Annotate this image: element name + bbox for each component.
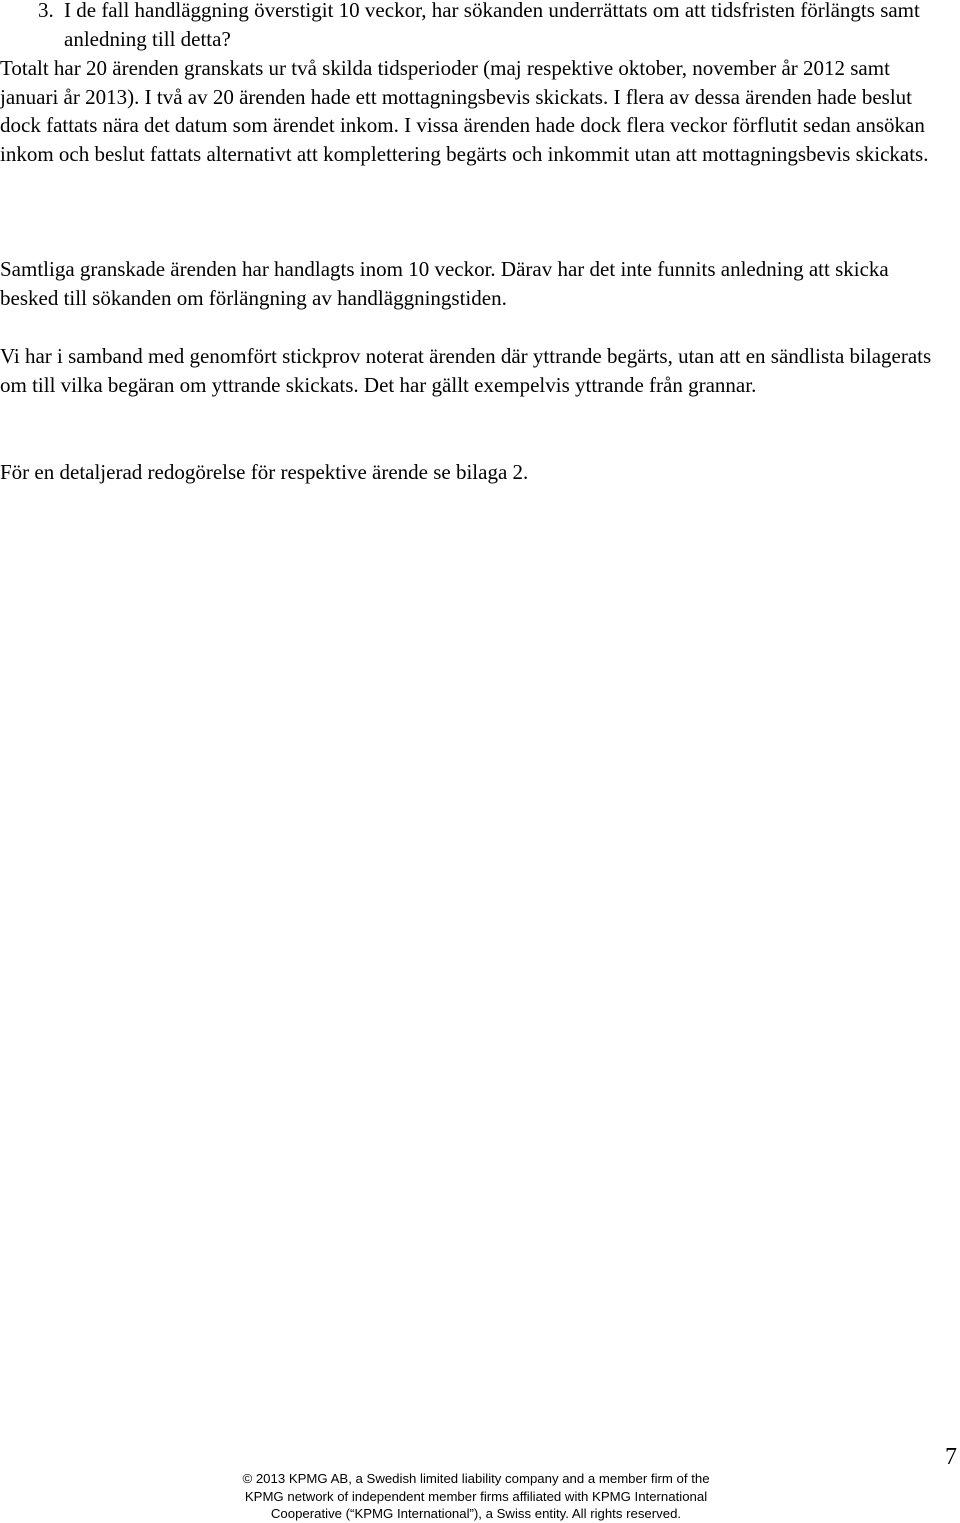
paragraph-appendix-reference: För en detaljerad redogörelse för respektive ärende se bilaga 2. bbox=[0, 460, 529, 484]
footer-line-3: Cooperative (“KPMG International”), a Swiss entity. All rights reserved. bbox=[270, 1506, 682, 1521]
copyright-footer bbox=[46, 1470, 906, 1523]
footer-line-2: KPMG network of independent member firms affiliated with KPMG International bbox=[244, 1488, 708, 1504]
page-number: 7 bbox=[945, 1444, 957, 1470]
numbered-question bbox=[38, 0, 938, 53]
footer-line-1: © 2013 KPMG AB, a Swedish limited liability company and a member firm of the bbox=[242, 1471, 710, 1486]
paragraph-consultation: Vi har i samband med genomfört stickprov noterat ärenden där yttrande begärts, utan att en sändlista bilagerats om till vilka begäran om yttrande skickats. Det har gällt exempelvis yttrande från grannar. bbox=[0, 344, 932, 397]
list-item-text: I de fall handläggning överstigit 10 veckor, har sökanden underrättats om att tidsfristen förlängts samt anledning till detta? bbox=[64, 0, 920, 51]
paragraph-review-summary: Totalt har 20 ärenden granskats ur två skilda tidsperioder (maj respektive oktober, november år 2012 samt januari år 2013). I två av 20 ärenden hade ett mottagningsbevis skickats. I flera av dessa ärenden hade beslut dock fattats nära det datum som ärendet inkom. I vissa ärenden hade dock flera veckor förflutit sedan ansökan inkom och beslut fattats alternativt att komplettering begärts och inkommit utan att mottagningsbevis skickats. bbox=[0, 56, 929, 166]
paragraph-handling-time: Samtliga granskade ärenden har handlagts inom 10 veckor. Därav har det inte funnits anledning att skicka besked till sökanden om förlängning av handläggningstiden. bbox=[0, 257, 889, 310]
list-number: 3. bbox=[38, 0, 54, 22]
